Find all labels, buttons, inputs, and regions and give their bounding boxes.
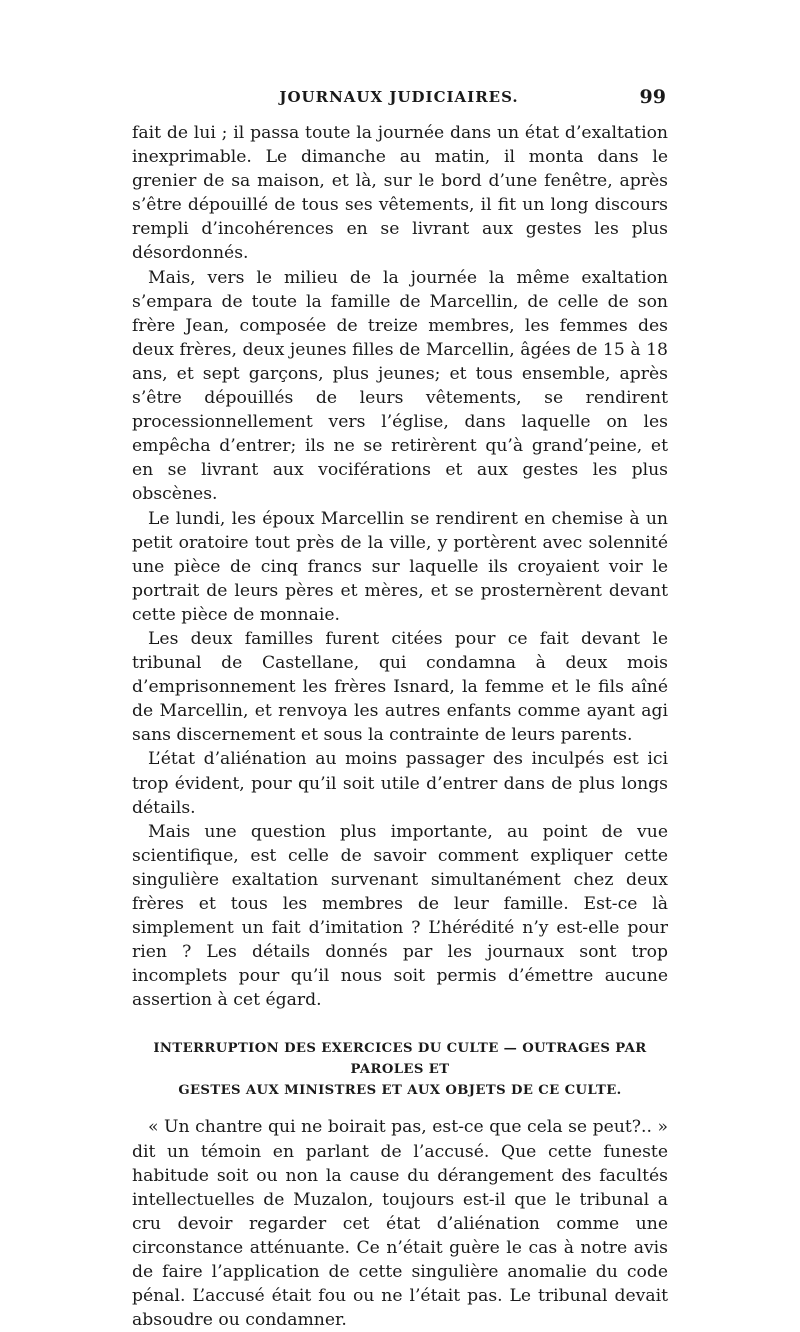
paragraph: Mais, vers le milieu de la journée la même exaltation s’empara de toute la famille de Marcellin, de celle de son frère Jean, composée de treize membres, les femmes des deux frères, deux jeunes filles de Marcellin, âgées de 15 à 18 ans, et sept garçons, plus jeunes; et tous ensemble, après s’être dépouillés de leurs vêtements, se rendirent processionnellement vers l’église, dans laquelle on les empêcha d’entrer; ils ne se retirèrent qu’à grand’peine, et en se livrant aux vociférations et aux gestes les plus obscènes. <box>132 267 668 505</box>
page-header <box>132 88 666 114</box>
paragraph: Mais une question plus importante, au point de vue scientifique, est celle de savoir comment expliquer cette singulière exaltation survenant simultanément chez deux frères et tous les membres de leur famille. Est-ce là simplement un fait d’imitation ? L’hérédité n’y est-elle pour rien ? Les détails donnés par les journaux sont trop incomplets pour qu’il nous soit permis d’émettre aucune assertion à cet égard. <box>132 821 668 1011</box>
paragraph: Les deux familles furent citées pour ce fait devant le tribunal de Castellane, qui condamna à deux mois d’emprisonnement les frères Isnard, la femme et le fils aîné de Marcellin, et renvoya les autres enfants comme ayant agi sans discernement et sous la contrainte de leurs parents. <box>132 628 668 746</box>
paragraph: L’état d’aliénation au moins passager des inculpés est ici trop évident, pour qu’il soit utile d’entrer dans de plus longs détails. <box>132 749 668 818</box>
page-body <box>132 121 668 1332</box>
section-paragraph: « Un chantre qui ne boirait pas, est-ce que cela se peut?.. » dit un témoin en parlant de l’accusé. Que cette funeste habitude soit ou non la cause du dérangement des facultés intellectuelles de Muzalon, toujours est-il que le tribunal a cru devoir regarder cet état d’aliénation comme une circonstance atténuante. Ce n’était guère le cas à notre avis de faire l’application de cette singulière anomalie du code pénal. L’accusé était fou ou ne l’était pas. Le tribunal devait absoudre ou condamner. <box>132 1117 668 1331</box>
paragraph: Le lundi, les époux Marcellin se rendirent en chemise à un petit oratoire tout près de la ville, y portèrent avec solennité une pièce de cinq francs sur laquelle ils croyaient voir le portrait de leurs pères et mères, et se prosternèrent devant cette pièce de monnaie. <box>132 508 668 625</box>
section-heading <box>132 1038 668 1101</box>
section-heading-line-1: INTERRUPTION DES EXERCICES DU CULTE — OUTRAGES PAR PAROLES ET <box>153 1041 647 1078</box>
section-heading-line-2: GESTES AUX MINISTRES ET AUX OBJETS DE CE CULTE. <box>178 1083 622 1099</box>
running-title: JOURNAUX JUDICIAIRES. <box>279 88 519 106</box>
page-number: 99 <box>639 86 666 108</box>
paragraph: fait de lui ; il passa toute la journée dans un état d’exaltation inexprimable. Le dimanche au matin, il monta dans le grenier de sa maison, et là, sur le bord d’une fenêtre, après s’être dépouillé de tous ses vêtements, il fit un long discours rempli d’incohérences en se livrant aux gestes les plus désordonnés. <box>132 123 668 264</box>
